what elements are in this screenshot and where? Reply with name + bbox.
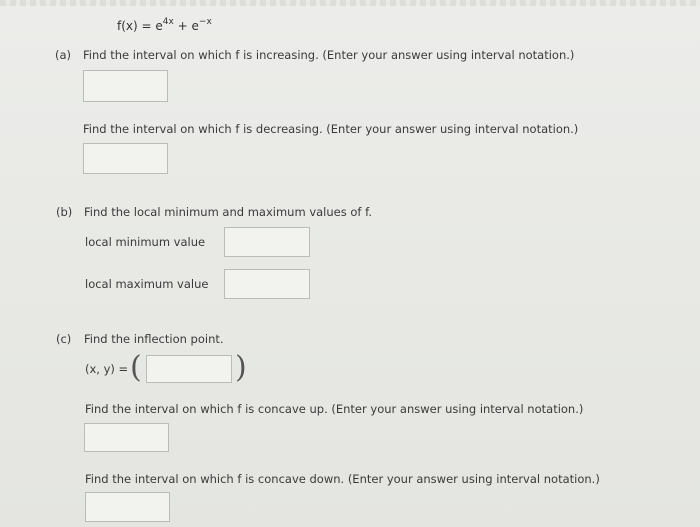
function-exponent-1: 4x: [162, 17, 174, 27]
function-plus-term: + e: [173, 19, 199, 33]
part-a-label: (a): [55, 48, 72, 62]
min-max-prompt: Find the local minimum and maximum values of f.: [84, 205, 372, 219]
open-paren: (: [130, 350, 142, 385]
point-label: (x, y) =: [85, 362, 129, 376]
local-min-label: local minimum value: [85, 235, 206, 249]
local-min-input[interactable]: [224, 227, 310, 257]
function-definition: [117, 18, 212, 34]
part-c-label: (c): [56, 332, 72, 346]
inflection-prompt: Find the inflection point.: [84, 332, 224, 346]
close-paren: ): [235, 350, 247, 385]
function-lhs: f(x) = e: [117, 19, 163, 33]
concave-down-input[interactable]: [85, 492, 170, 522]
concave-down-prompt: Find the interval on which f is concave down. (Enter your answer using interval notation.): [85, 472, 600, 486]
concave-up-prompt: Find the interval on which f is concave up. (Enter your answer using interval notation.): [85, 402, 584, 416]
function-exponent-2: −x: [198, 17, 212, 27]
concave-up-input[interactable]: [84, 423, 169, 452]
clipped-header-strip: [0, 0, 700, 6]
decreasing-interval-input[interactable]: [83, 143, 168, 174]
part-b-label: (b): [56, 205, 73, 219]
decreasing-prompt: Find the interval on which f is decreasing. (Enter your answer using interval notation.): [83, 122, 579, 136]
local-max-label: local maximum value: [85, 277, 209, 291]
increasing-interval-input[interactable]: [83, 70, 168, 102]
inflection-point-input[interactable]: [146, 355, 232, 383]
local-max-input[interactable]: [224, 269, 310, 299]
increasing-prompt: Find the interval on which f is increasing. (Enter your answer using interval notation.): [83, 48, 575, 62]
